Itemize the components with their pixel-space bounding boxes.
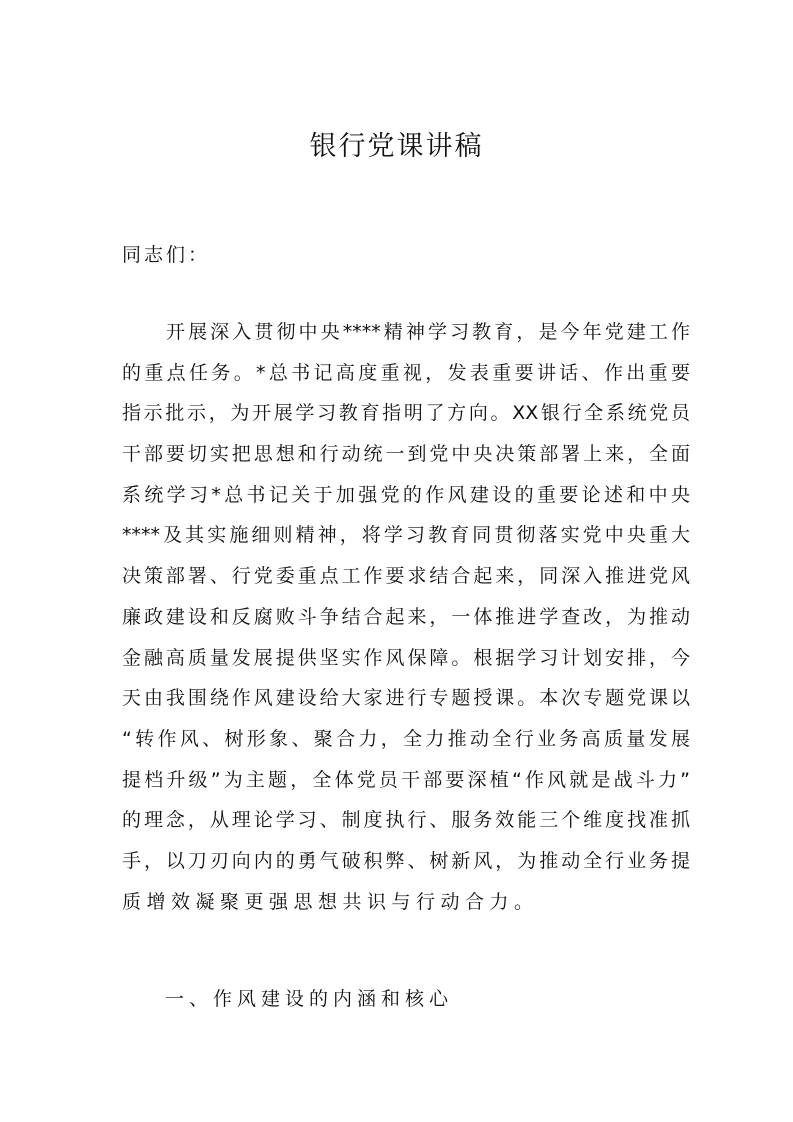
intro-paragraph (122, 312, 690, 922)
paragraph-line: 干部要切实把思想和行动统一到党中央决策部署上来，全面 (122, 443, 690, 466)
paragraph-line: 的重点任务。*总书记高度重视，发表重要讲话、作出重要 (122, 361, 690, 384)
paragraph-line: 的理念，从理论学习、制度执行、服务效能三个维度找准抓 (122, 809, 690, 832)
paragraph-line: 开展深入贯彻中央****精神学习教育，是今年党建工作 (166, 321, 690, 343)
paragraph-line: “转作风、树形象、聚合力，全力推动全行业务高质量发展 (122, 727, 690, 750)
paragraph-line: 质增效凝聚更强思想共识与行动合力。 (122, 890, 539, 913)
paragraph-line: 决策部署、行党委重点工作要求结合起来，同深入推进党风 (122, 565, 690, 588)
paragraph-line: 廉政建设和反腐败斗争结合起来，一体推进学查改，为推动 (122, 605, 690, 628)
paragraph-line: 天由我围绕作风建设给大家进行专题授课。本次专题党课以 (122, 687, 690, 710)
paragraph-line: 指示批示，为开展学习教育指明了方向。XX银行全系统党员 (122, 402, 690, 425)
paragraph-line: 手，以刀刃向内的勇气破积弊、树新风，为推动全行业务提 (122, 849, 690, 872)
paragraph-line: 提档升级”为主题，全体党员干部要深植“作风就是战斗力” (122, 768, 690, 791)
greeting: 同志们： (122, 244, 211, 266)
paragraph-line: ****及其实施细则精神，将学习教育同贯彻落实党中央重大 (122, 524, 690, 547)
paragraph-line: 金融高质量发展提供坚实作风保障。根据学习计划安排，今 (122, 646, 690, 669)
section-heading: 一、作风建设的内涵和核心 (165, 988, 454, 1010)
document-title: 银行党课讲稿 (309, 131, 484, 162)
paragraph-line: 系统学习*总书记关于加强党的作风建设的重要论述和中央 (122, 483, 690, 506)
